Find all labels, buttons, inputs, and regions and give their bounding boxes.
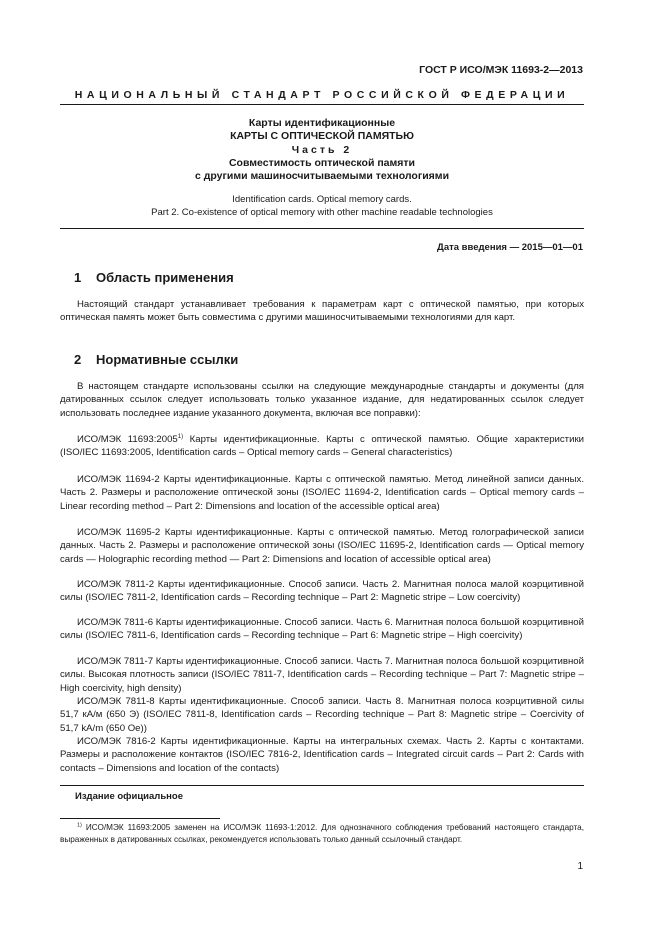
english-title-block bbox=[60, 193, 584, 219]
section-2-title: Нормативные ссылки bbox=[96, 352, 239, 367]
reference-iso-7811-7: ИСО/МЭК 7811-7 Карты идентификационные. Способ записи. Часть 7. Магнитная полоса большой коэрцитивной силы. Высокая плотность записи (ISO/IEC 7811-7, Identification cards – Recording technique – Part 7: Magnetic stripe – High coercivity, high density) bbox=[60, 656, 584, 694]
reference-iso-11694-2: ИСО/МЭК 11694-2 Карты идентификационные. Карты с оптической памятью. Метод линейной записи данных. Часть 2. Размеры и расположение оптической зоны (ISO/IEC 11694-2, Identification cards – Optical memory cards – Linear recording method – Part 2: Dimensions and location of the accessible optical area) bbox=[60, 474, 584, 512]
official-edition-rule bbox=[60, 785, 584, 786]
footnote-marker: 1) bbox=[177, 433, 184, 440]
title-line-4: Совместимость оптической памяти bbox=[228, 156, 416, 169]
english-title-line-1: Identification cards. Optical memory cards. bbox=[232, 194, 412, 205]
title-line-5: с другими машиносчитываемыми технологиями bbox=[194, 170, 450, 183]
english-title-line-2: Part 2. Co-existence of optical memory with other machine readable technologies bbox=[151, 207, 493, 218]
section-1-heading bbox=[74, 270, 234, 285]
section-1-number: 1 bbox=[74, 270, 82, 285]
footnote-text: ИСО/МЭК 11693:2005 заменен на ИСО/МЭК 11693-1:2012. Для однозначного соблюдения требований настоящего стандарта, выраженных в датированных ссылках, рекомендуется использовать только данный ссылочный стандарт. bbox=[60, 823, 584, 844]
reference-text: Карты идентификационные. Карты с оптической памятью. Общие характеристики (ISO/IEC 11693:2005, Identification cards – Optical memory cards – General characteristics) bbox=[60, 434, 584, 459]
reference-code: ИСО/МЭК 11693:2005 bbox=[77, 434, 178, 445]
section-1-title: Область применения bbox=[96, 270, 234, 285]
title-block bbox=[60, 117, 584, 183]
section-1-text: Настоящий стандарт устанавливает требования к параметрам карт с оптической памятью, при которых оптическая память может быть совместима с другими машиносчитываемыми технологиями для карт. bbox=[60, 299, 584, 324]
introduction-date: Дата введения — 2015—01—01 bbox=[437, 242, 583, 253]
title-line-1: Карты идентификационные bbox=[248, 117, 396, 129]
title-part: Часть 2 bbox=[291, 143, 353, 156]
header-rule bbox=[60, 104, 584, 105]
document-id: ГОСТ Р ИСО/МЭК 11693-2—2013 bbox=[419, 64, 583, 76]
reference-iso-7811-6: ИСО/МЭК 7811-6 Карты идентификационные. Способ записи. Часть 6. Магнитная полоса большой коэрцитивной силы (ISO/IEC 7811-6, Identification cards – Recording technique – Part 6: Magnetic stripe – High coercivity) bbox=[60, 617, 584, 642]
section-2-number: 2 bbox=[74, 352, 82, 367]
footnote-mark: 1) bbox=[77, 822, 82, 829]
reference-iso-7811-2: ИСО/МЭК 7811-2 Карты идентификационные. Способ записи. Часть 2. Магнитная полоса малой коэрцитивной силы (ISO/IEC 7811-2, Identification cards – Recording technique – Part 2: Magnetic stripe – Low coercivity) bbox=[60, 579, 584, 604]
footnote bbox=[60, 822, 584, 845]
page-number: 1 bbox=[577, 861, 583, 872]
official-edition-label: Издание официальное bbox=[75, 791, 183, 802]
title-line-2: КАРТЫ С ОПТИЧЕСКОЙ ПАМЯТЬЮ bbox=[230, 130, 414, 143]
reference-iso-11693 bbox=[60, 433, 584, 460]
section-2-heading bbox=[74, 352, 238, 367]
footnote-rule bbox=[60, 818, 220, 819]
reference-iso-7816-2: ИСО/МЭК 7816-2 Карты идентификационные. Карты на интегральных схемах. Часть 2. Карты с контактами. Размеры и расположение контактов (ISO/IEC 7816-2, Identification cards – Integrated circuit cards – Part 2: Cards with contacts – Dimensions and location of the contacts) bbox=[60, 736, 584, 774]
title-rule bbox=[60, 228, 584, 229]
reference-iso-7811-8: ИСО/МЭК 7811-8 Карты идентификационные. Способ записи. Часть 8. Магнитная полоса коэрцитивной силы 51,7 кА/м (650 Э) (ISO/IEC 7811-8, Identification cards – Recording technique – Part 8: Magnetic stripe – Coercivity of 51,7 kA/m (650 Oe)) bbox=[60, 696, 584, 734]
section-2-intro: В настоящем стандарте использованы ссылки на следующие международные стандарты и документы (для датированных ссылок следует использовать только указанное издание, для недатированных ссылок следует использовать последнее издание указанного документа, включая все поправки): bbox=[60, 381, 584, 419]
reference-iso-11695-2: ИСО/МЭК 11695-2 Карты идентификационные. Карты с оптической памятью. Метод голографической записи данных. Часть 2. Размеры и расположение оптической зоны (ISO/IEC 11695-2, Identification cards — Optical memory cards — Holographic recording method — Part 2: Dimensions and location of accessible optical area) bbox=[60, 527, 584, 565]
national-standard-banner: НАЦИОНАЛЬНЫЙ СТАНДАРТ РОССИЙСКОЙ ФЕДЕРАЦИИ bbox=[74, 89, 570, 101]
